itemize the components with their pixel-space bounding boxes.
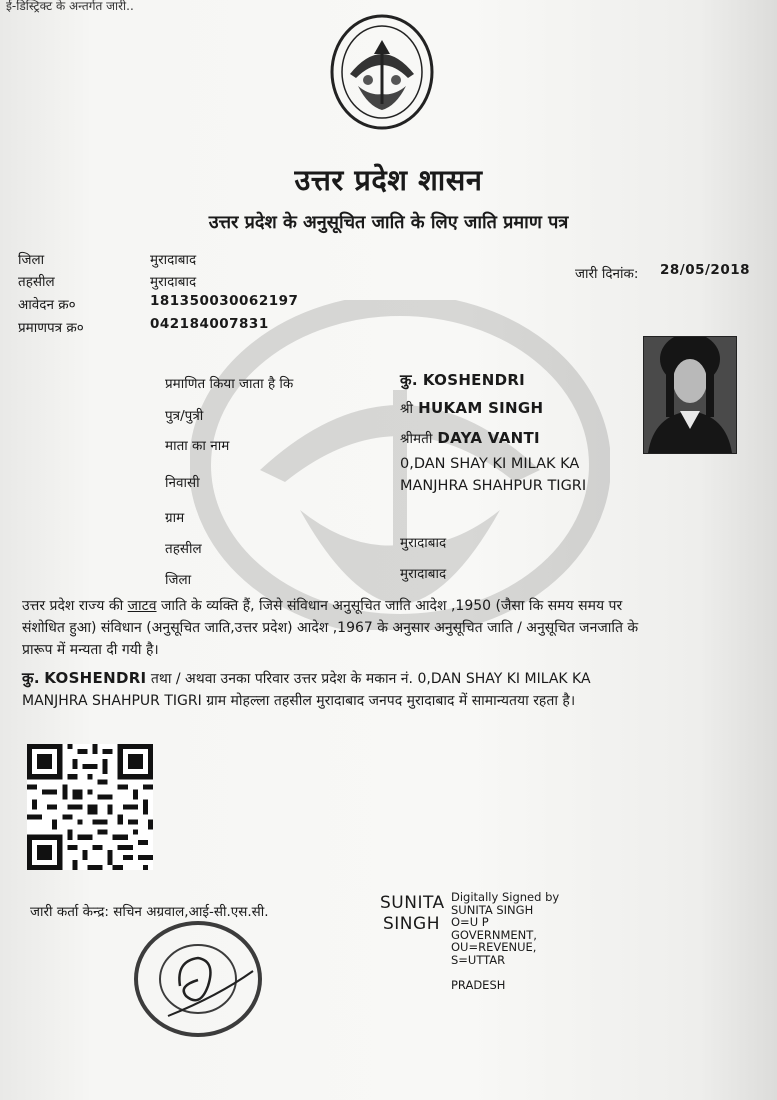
official-stamp — [128, 916, 268, 1042]
paragraph-name: KOSHENDRI — [44, 669, 147, 687]
paragraph-line-1a: उत्तर प्रदेश राज्य की — [22, 598, 124, 614]
paragraph-line-1 — [22, 595, 622, 617]
name-prefix: कु. — [400, 371, 418, 389]
issuer-value: सचिन अग्रवाल,आई-सी.एस.सी. — [113, 904, 269, 920]
mother-line — [400, 428, 540, 447]
detail-tehsil-label: तहसील — [165, 541, 202, 557]
application-label: आवेदन क्र० — [18, 297, 76, 313]
signature-meta-line: PRADESH — [451, 977, 506, 992]
issue-date-label: जारी दिनांक: — [575, 266, 639, 282]
issue-date-value: 28/05/2018 — [660, 262, 751, 278]
parent-value: HUKAM SINGH — [418, 399, 544, 417]
signature-meta-line: SUNITA SINGH — [451, 902, 534, 917]
signature-meta-line: Digitally Signed by — [451, 890, 560, 904]
application-value: 181350030062197 — [150, 293, 299, 309]
tehsil-value: मुरादाबाद — [150, 274, 197, 290]
paragraph-line-4-rest: तथा / अथवा उनका परिवार उत्तर प्रदेश के मकान नं. 0,DAN SHAY KI MILAK KA — [150, 671, 591, 687]
signature-meta-line: GOVERNMENT, — [451, 927, 537, 942]
issuer-label: जारी कर्ता केन्द्र: — [30, 904, 109, 920]
header-note: ई-डिस्ट्रिक्ट के अन्तर्गत जारी.. — [6, 0, 134, 13]
caste-name: जाटव — [127, 598, 157, 614]
parent-prefix: श्री — [400, 401, 414, 417]
signature-meta-line: O=U P — [451, 915, 489, 929]
qr-code — [27, 742, 153, 872]
name-line — [400, 370, 525, 390]
signature-meta-line — [451, 966, 559, 979]
mother-label: माता का नाम — [165, 438, 230, 454]
certificate-value: 042184007831 — [150, 316, 269, 332]
resident-label: निवासी — [165, 475, 200, 491]
resident-line1: 0,DAN SHAY KI MILAK KA — [400, 456, 580, 472]
up-emblem-logo — [328, 14, 436, 134]
tehsil-label: तहसील — [18, 274, 55, 290]
digital-signature-meta — [451, 891, 559, 991]
certificate-label: प्रमाणपत्र क्र० — [18, 320, 84, 336]
signature-meta-line: S=UTTAR — [451, 952, 506, 967]
paragraph-line-2: संशोधित हुआ) संविधान (अनुसूचित जाति,उत्तर प्रदेश) आदेश ,1967 के अनुसार अनुसूचित जाति / अनुसूचित जनजाति के — [22, 620, 639, 636]
mother-value: DAYA VANTI — [437, 429, 540, 447]
signer-name-line-2: SINGH — [383, 914, 440, 934]
name-value: KOSHENDRI — [422, 371, 526, 389]
detail-district-value: मुरादाबाद — [400, 566, 447, 582]
detail-tehsil-value: मुरादाबाद — [400, 535, 447, 551]
parent-line — [400, 398, 543, 417]
parent-label: पुत्र/पुत्री — [165, 408, 204, 424]
paragraph-line-1b: जाति के व्यक्ति हैं, जिसे संविधान अनुसूचित जाति आदेश ,1950 (जैसा कि समय समय पर — [160, 598, 623, 614]
paragraph-line-5: MANJHRA SHAHPUR TIGRI ग्राम मोहल्ला तहसील मुरादाबाद जनपद मुरादाबाद में सामान्यतया रहता है। — [22, 693, 576, 709]
district-value: मुरादाबाद — [150, 252, 197, 268]
village-label: ग्राम — [165, 510, 185, 526]
paragraph-line-4 — [22, 667, 591, 690]
detail-district-label: जिला — [165, 572, 192, 588]
mother-prefix: श्रीमती — [400, 431, 433, 447]
paragraph-line-3: प्रारूप में मन्यता दी गयी है। — [22, 642, 159, 658]
certified-label: प्रमाणित किया जाता है कि — [165, 376, 294, 392]
resident-line2: MANJHRA SHAHPUR TIGRI — [400, 478, 587, 494]
signer-name-line-1: SUNITA — [380, 893, 445, 913]
paragraph-name-prefix: कु. — [22, 669, 40, 687]
page-subtitle: उत्तर प्रदेश के अनुसूचित जाति के लिए जाति प्रमाण पत्र — [208, 212, 569, 233]
signature-meta-line: OU=REVENUE, — [451, 940, 537, 954]
applicant-photo — [643, 336, 737, 454]
district-label: जिला — [18, 252, 45, 268]
page-title: उत्तर प्रदेश शासन — [294, 163, 483, 197]
